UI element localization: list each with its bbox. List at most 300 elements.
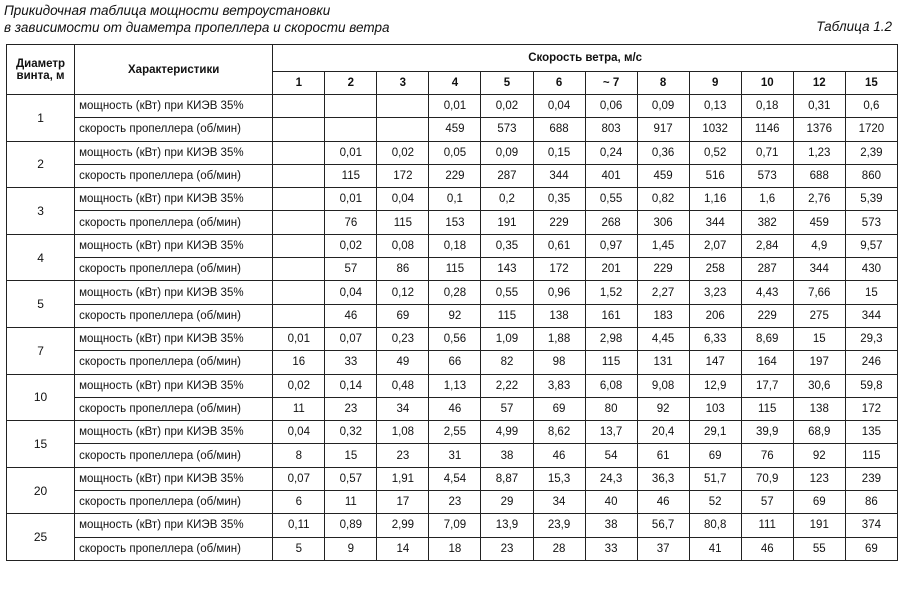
- title-line-2: в зависимости от диаметра пропеллера и скорости ветра: [4, 20, 390, 35]
- power-value-cell: [273, 234, 325, 257]
- rpm-value-cell: 23: [481, 537, 533, 560]
- rpm-value-cell: 115: [481, 304, 533, 327]
- power-value-cell: 0,02: [325, 234, 377, 257]
- rpm-value-cell: 153: [429, 211, 481, 234]
- diameter-cell: 20: [7, 467, 75, 514]
- power-value-cell: 0,02: [377, 141, 429, 164]
- rpm-value-cell: 92: [637, 397, 689, 420]
- speed-header-5: 5: [481, 72, 533, 95]
- power-value-cell: 0,71: [741, 141, 793, 164]
- power-value-cell: 4,9: [793, 234, 845, 257]
- power-value-cell: 0,96: [533, 281, 585, 304]
- power-value-cell: 239: [845, 467, 897, 490]
- rpm-value-cell: 287: [481, 164, 533, 187]
- power-label: мощность (кВт) при КИЭВ 35%: [75, 234, 273, 257]
- rpm-value-cell: 69: [377, 304, 429, 327]
- power-value-cell: 0,52: [689, 141, 741, 164]
- rpm-value-cell: 86: [845, 491, 897, 514]
- power-label: мощность (кВт) при КИЭВ 35%: [75, 467, 273, 490]
- header-row-1: [7, 45, 898, 72]
- rpm-value-cell: 573: [481, 118, 533, 141]
- power-value-cell: 0,2: [481, 188, 533, 211]
- power-value-cell: 0,82: [637, 188, 689, 211]
- rpm-value-cell: 115: [845, 444, 897, 467]
- diameter-cell: 1: [7, 95, 75, 142]
- power-value-cell: 12,9: [689, 374, 741, 397]
- speed-header-3: 3: [377, 72, 429, 95]
- power-value-cell: 23,9: [533, 514, 585, 537]
- rpm-value-cell: 131: [637, 351, 689, 374]
- power-value-cell: 6,33: [689, 327, 741, 350]
- power-value-cell: 56,7: [637, 514, 689, 537]
- power-value-cell: 0,11: [273, 514, 325, 537]
- rpm-value-cell: 34: [377, 397, 429, 420]
- rpm-value-cell: 229: [429, 164, 481, 187]
- diameter-cell: 25: [7, 514, 75, 561]
- rpm-value-cell: 1032: [689, 118, 741, 141]
- power-value-cell: 8,62: [533, 421, 585, 444]
- power-value-cell: 0,32: [325, 421, 377, 444]
- rpm-value-cell: 860: [845, 164, 897, 187]
- power-value-cell: 0,04: [533, 95, 585, 118]
- diameter-cell: 15: [7, 421, 75, 468]
- rpm-value-cell: 82: [481, 351, 533, 374]
- power-value-cell: [377, 95, 429, 118]
- rpm-value-cell: 306: [637, 211, 689, 234]
- power-value-cell: 36,3: [637, 467, 689, 490]
- rpm-value-cell: 172: [377, 164, 429, 187]
- rpm-label: скорость пропеллера (об/мин): [75, 491, 273, 514]
- rpm-value-cell: 41: [689, 537, 741, 560]
- power-value-cell: 9,08: [637, 374, 689, 397]
- rpm-value-cell: 191: [481, 211, 533, 234]
- table-row: [7, 374, 898, 397]
- rpm-value-cell: 382: [741, 211, 793, 234]
- rpm-label: скорость пропеллера (об/мин): [75, 118, 273, 141]
- power-value-cell: 1,45: [637, 234, 689, 257]
- power-value-cell: 0,35: [533, 188, 585, 211]
- power-value-cell: 0,09: [637, 95, 689, 118]
- rpm-value-cell: 115: [429, 258, 481, 281]
- rpm-value-cell: 138: [793, 397, 845, 420]
- power-value-cell: [273, 188, 325, 211]
- rpm-value-cell: 1376: [793, 118, 845, 141]
- diameter-cell: 3: [7, 188, 75, 235]
- rpm-value-cell: 46: [325, 304, 377, 327]
- rpm-value-cell: 37: [637, 537, 689, 560]
- power-value-cell: 0,31: [793, 95, 845, 118]
- power-value-cell: 2,55: [429, 421, 481, 444]
- rpm-value-cell: 172: [845, 397, 897, 420]
- rpm-value-cell: 6: [273, 491, 325, 514]
- power-value-cell: 80,8: [689, 514, 741, 537]
- table-row: [7, 397, 898, 420]
- power-value-cell: 0,61: [533, 234, 585, 257]
- power-value-cell: 13,9: [481, 514, 533, 537]
- speed-header-2: 2: [325, 72, 377, 95]
- rpm-value-cell: 459: [429, 118, 481, 141]
- rpm-value-cell: [325, 118, 377, 141]
- rpm-label: скорость пропеллера (об/мин): [75, 304, 273, 327]
- table-row: [7, 281, 898, 304]
- power-label: мощность (кВт) при КИЭВ 35%: [75, 421, 273, 444]
- speed-header-12: 15: [845, 72, 897, 95]
- power-value-cell: 0,12: [377, 281, 429, 304]
- rpm-value-cell: 688: [793, 164, 845, 187]
- power-value-cell: 29,1: [689, 421, 741, 444]
- table-row: [7, 491, 898, 514]
- power-value-cell: 0,01: [325, 188, 377, 211]
- power-value-cell: 0,08: [377, 234, 429, 257]
- power-value-cell: 0,56: [429, 327, 481, 350]
- rpm-value-cell: 38: [481, 444, 533, 467]
- power-value-cell: 0,6: [845, 95, 897, 118]
- rpm-value-cell: 18: [429, 537, 481, 560]
- rpm-value-cell: 34: [533, 491, 585, 514]
- rpm-value-cell: 16: [273, 351, 325, 374]
- rpm-label: скорость пропеллера (об/мин): [75, 444, 273, 467]
- speed-header-8: 8: [637, 72, 689, 95]
- rpm-value-cell: 344: [533, 164, 585, 187]
- power-value-cell: 0,23: [377, 327, 429, 350]
- rpm-value-cell: 29: [481, 491, 533, 514]
- rpm-value-cell: 229: [741, 304, 793, 327]
- rpm-label: скорость пропеллера (об/мин): [75, 211, 273, 234]
- diameter-cell: 10: [7, 374, 75, 421]
- rpm-value-cell: 147: [689, 351, 741, 374]
- rpm-value-cell: [273, 304, 325, 327]
- rpm-value-cell: [273, 211, 325, 234]
- rpm-value-cell: 31: [429, 444, 481, 467]
- rpm-value-cell: 917: [637, 118, 689, 141]
- rpm-value-cell: 1720: [845, 118, 897, 141]
- rpm-value-cell: 17: [377, 491, 429, 514]
- rpm-value-cell: 11: [273, 397, 325, 420]
- rpm-value-cell: 516: [689, 164, 741, 187]
- power-value-cell: 0,57: [325, 467, 377, 490]
- power-value-cell: 0,15: [533, 141, 585, 164]
- power-value-cell: 0,02: [481, 95, 533, 118]
- power-value-cell: 0,09: [481, 141, 533, 164]
- power-value-cell: [273, 281, 325, 304]
- rpm-value-cell: 344: [689, 211, 741, 234]
- rpm-value-cell: [273, 118, 325, 141]
- rpm-value-cell: 46: [533, 444, 585, 467]
- power-value-cell: 1,23: [793, 141, 845, 164]
- rpm-value-cell: 5: [273, 537, 325, 560]
- table-row: [7, 467, 898, 490]
- power-value-cell: 1,08: [377, 421, 429, 444]
- rpm-value-cell: 115: [325, 164, 377, 187]
- power-value-cell: 1,91: [377, 467, 429, 490]
- power-value-cell: 4,45: [637, 327, 689, 350]
- power-label: мощность (кВт) при КИЭВ 35%: [75, 514, 273, 537]
- rpm-value-cell: 52: [689, 491, 741, 514]
- power-value-cell: 2,84: [741, 234, 793, 257]
- power-value-cell: 68,9: [793, 421, 845, 444]
- table-row: [7, 537, 898, 560]
- rpm-value-cell: 161: [585, 304, 637, 327]
- rpm-label: скорость пропеллера (об/мин): [75, 397, 273, 420]
- power-value-cell: [273, 141, 325, 164]
- rpm-value-cell: 459: [637, 164, 689, 187]
- table-row: [7, 141, 898, 164]
- rpm-value-cell: 229: [533, 211, 585, 234]
- power-value-cell: 0,14: [325, 374, 377, 397]
- power-value-cell: 2,98: [585, 327, 637, 350]
- rpm-value-cell: 143: [481, 258, 533, 281]
- power-value-cell: 1,88: [533, 327, 585, 350]
- power-value-cell: 0,07: [325, 327, 377, 350]
- power-value-cell: 0,04: [273, 421, 325, 444]
- speed-header-7: ~ 7: [585, 72, 637, 95]
- rpm-value-cell: 164: [741, 351, 793, 374]
- rpm-label: скорость пропеллера (об/мин): [75, 537, 273, 560]
- power-value-cell: 0,06: [585, 95, 637, 118]
- rpm-value-cell: 98: [533, 351, 585, 374]
- rpm-value-cell: 92: [429, 304, 481, 327]
- rpm-value-cell: 688: [533, 118, 585, 141]
- rpm-value-cell: 573: [741, 164, 793, 187]
- speed-header-4: 4: [429, 72, 481, 95]
- power-value-cell: 0,18: [741, 95, 793, 118]
- rpm-value-cell: 258: [689, 258, 741, 281]
- rpm-value-cell: 23: [377, 444, 429, 467]
- rpm-value-cell: 33: [585, 537, 637, 560]
- power-value-cell: 0,07: [273, 467, 325, 490]
- table-row: [7, 164, 898, 187]
- power-value-cell: 0,18: [429, 234, 481, 257]
- power-value-cell: 2,22: [481, 374, 533, 397]
- diameter-cell: 5: [7, 281, 75, 328]
- power-label: мощность (кВт) при КИЭВ 35%: [75, 188, 273, 211]
- power-value-cell: 15,3: [533, 467, 585, 490]
- rpm-value-cell: 287: [741, 258, 793, 281]
- rpm-value-cell: 55: [793, 537, 845, 560]
- rpm-value-cell: 23: [429, 491, 481, 514]
- power-label: мощность (кВт) при КИЭВ 35%: [75, 374, 273, 397]
- rpm-value-cell: 66: [429, 351, 481, 374]
- rpm-value-cell: 57: [741, 491, 793, 514]
- rpm-value-cell: 172: [533, 258, 585, 281]
- table-title: [4, 2, 390, 36]
- rpm-value-cell: 183: [637, 304, 689, 327]
- power-value-cell: 2,07: [689, 234, 741, 257]
- rpm-value-cell: 49: [377, 351, 429, 374]
- rpm-value-cell: 459: [793, 211, 845, 234]
- rpm-label: скорость пропеллера (об/мин): [75, 351, 273, 374]
- power-value-cell: 2,76: [793, 188, 845, 211]
- power-value-cell: [325, 95, 377, 118]
- rpm-value-cell: 92: [793, 444, 845, 467]
- power-table: [6, 44, 898, 561]
- power-value-cell: 374: [845, 514, 897, 537]
- power-value-cell: 2,99: [377, 514, 429, 537]
- rpm-value-cell: 46: [637, 491, 689, 514]
- power-value-cell: 0,02: [273, 374, 325, 397]
- power-value-cell: 17,7: [741, 374, 793, 397]
- power-value-cell: 20,4: [637, 421, 689, 444]
- power-value-cell: 0,28: [429, 281, 481, 304]
- power-value-cell: 0,48: [377, 374, 429, 397]
- power-value-cell: 29,3: [845, 327, 897, 350]
- rpm-value-cell: 61: [637, 444, 689, 467]
- speed-header-10: 10: [741, 72, 793, 95]
- power-value-cell: 0,55: [585, 188, 637, 211]
- table-body: [7, 95, 898, 561]
- power-value-cell: 1,13: [429, 374, 481, 397]
- power-value-cell: 3,23: [689, 281, 741, 304]
- power-value-cell: 0,01: [325, 141, 377, 164]
- rpm-label: скорость пропеллера (об/мин): [75, 258, 273, 281]
- rpm-value-cell: 401: [585, 164, 637, 187]
- power-value-cell: 7,66: [793, 281, 845, 304]
- rpm-value-cell: 344: [845, 304, 897, 327]
- rpm-value-cell: 23: [325, 397, 377, 420]
- rpm-value-cell: 69: [689, 444, 741, 467]
- table-row: [7, 95, 898, 118]
- rpm-value-cell: 76: [741, 444, 793, 467]
- rpm-value-cell: 103: [689, 397, 741, 420]
- rpm-value-cell: 80: [585, 397, 637, 420]
- rpm-value-cell: 115: [585, 351, 637, 374]
- power-label: мощность (кВт) при КИЭВ 35%: [75, 327, 273, 350]
- power-value-cell: 0,55: [481, 281, 533, 304]
- table-row: [7, 421, 898, 444]
- rpm-value-cell: 46: [429, 397, 481, 420]
- power-value-cell: 15: [793, 327, 845, 350]
- rpm-value-cell: 229: [637, 258, 689, 281]
- power-value-cell: 4,99: [481, 421, 533, 444]
- power-value-cell: 0,97: [585, 234, 637, 257]
- rpm-value-cell: 275: [793, 304, 845, 327]
- rpm-value-cell: 46: [741, 537, 793, 560]
- diameter-cell: 4: [7, 234, 75, 281]
- power-value-cell: [273, 95, 325, 118]
- power-value-cell: 13,7: [585, 421, 637, 444]
- rpm-value-cell: 430: [845, 258, 897, 281]
- rpm-value-cell: [377, 118, 429, 141]
- power-label: мощность (кВт) при КИЭВ 35%: [75, 281, 273, 304]
- power-value-cell: 0,13: [689, 95, 741, 118]
- rpm-value-cell: 803: [585, 118, 637, 141]
- rpm-value-cell: 69: [533, 397, 585, 420]
- power-value-cell: 2,27: [637, 281, 689, 304]
- power-value-cell: 0,05: [429, 141, 481, 164]
- power-value-cell: 24,3: [585, 467, 637, 490]
- rpm-value-cell: 40: [585, 491, 637, 514]
- rpm-value-cell: 246: [845, 351, 897, 374]
- power-value-cell: 1,52: [585, 281, 637, 304]
- rpm-label: скорость пропеллера (об/мин): [75, 164, 273, 187]
- rpm-value-cell: 268: [585, 211, 637, 234]
- power-value-cell: 5,39: [845, 188, 897, 211]
- rpm-value-cell: 9: [325, 537, 377, 560]
- power-value-cell: 51,7: [689, 467, 741, 490]
- table-row: [7, 188, 898, 211]
- rpm-value-cell: 138: [533, 304, 585, 327]
- power-value-cell: 0,24: [585, 141, 637, 164]
- rpm-value-cell: 57: [325, 258, 377, 281]
- rpm-value-cell: [273, 258, 325, 281]
- power-value-cell: 8,87: [481, 467, 533, 490]
- table-row: [7, 327, 898, 350]
- power-value-cell: 8,69: [741, 327, 793, 350]
- table-row: [7, 118, 898, 141]
- power-value-cell: 0,04: [325, 281, 377, 304]
- speed-header-11: 12: [793, 72, 845, 95]
- power-value-cell: 4,43: [741, 281, 793, 304]
- power-value-cell: 0,04: [377, 188, 429, 211]
- power-value-cell: 7,09: [429, 514, 481, 537]
- diameter-header: Диаметр винта, м: [7, 45, 75, 95]
- rpm-value-cell: 54: [585, 444, 637, 467]
- power-value-cell: 191: [793, 514, 845, 537]
- rpm-value-cell: 115: [741, 397, 793, 420]
- power-value-cell: 111: [741, 514, 793, 537]
- power-value-cell: 0,01: [273, 327, 325, 350]
- power-value-cell: 0,1: [429, 188, 481, 211]
- power-value-cell: 1,16: [689, 188, 741, 211]
- power-value-cell: 1,6: [741, 188, 793, 211]
- power-value-cell: 0,36: [637, 141, 689, 164]
- power-value-cell: 59,8: [845, 374, 897, 397]
- rpm-value-cell: 76: [325, 211, 377, 234]
- power-value-cell: 3,83: [533, 374, 585, 397]
- table-number: Таблица 1.2: [816, 19, 892, 34]
- rpm-value-cell: 115: [377, 211, 429, 234]
- rpm-value-cell: 11: [325, 491, 377, 514]
- rpm-value-cell: 8: [273, 444, 325, 467]
- power-value-cell: 9,57: [845, 234, 897, 257]
- rpm-value-cell: 15: [325, 444, 377, 467]
- characteristics-header: Характеристики: [75, 45, 273, 95]
- power-value-cell: 1,09: [481, 327, 533, 350]
- power-value-cell: 30,6: [793, 374, 845, 397]
- power-value-cell: 70,9: [741, 467, 793, 490]
- power-label: мощность (кВт) при КИЭВ 35%: [75, 141, 273, 164]
- power-label: мощность (кВт) при КИЭВ 35%: [75, 95, 273, 118]
- title-line-1: Прикидочная таблица мощности ветроустановки: [4, 3, 331, 18]
- rpm-value-cell: 201: [585, 258, 637, 281]
- rpm-value-cell: 33: [325, 351, 377, 374]
- rpm-value-cell: 197: [793, 351, 845, 374]
- power-value-cell: 0,01: [429, 95, 481, 118]
- wind-speed-header: Скорость ветра, м/с: [273, 45, 898, 72]
- rpm-value-cell: 206: [689, 304, 741, 327]
- power-value-cell: 123: [793, 467, 845, 490]
- rpm-value-cell: 69: [793, 491, 845, 514]
- speed-header-1: 1: [273, 72, 325, 95]
- speed-header-6: 6: [533, 72, 585, 95]
- power-value-cell: 15: [845, 281, 897, 304]
- table-row: [7, 211, 898, 234]
- rpm-value-cell: 57: [481, 397, 533, 420]
- power-value-cell: 39,9: [741, 421, 793, 444]
- rpm-value-cell: 14: [377, 537, 429, 560]
- power-value-cell: 38: [585, 514, 637, 537]
- rpm-value-cell: 69: [845, 537, 897, 560]
- power-value-cell: 4,54: [429, 467, 481, 490]
- power-value-cell: 0,89: [325, 514, 377, 537]
- power-value-cell: 6,08: [585, 374, 637, 397]
- power-value-cell: 0,35: [481, 234, 533, 257]
- rpm-value-cell: 1146: [741, 118, 793, 141]
- table-row: [7, 234, 898, 257]
- table-row: [7, 514, 898, 537]
- rpm-value-cell: 344: [793, 258, 845, 281]
- power-value-cell: 135: [845, 421, 897, 444]
